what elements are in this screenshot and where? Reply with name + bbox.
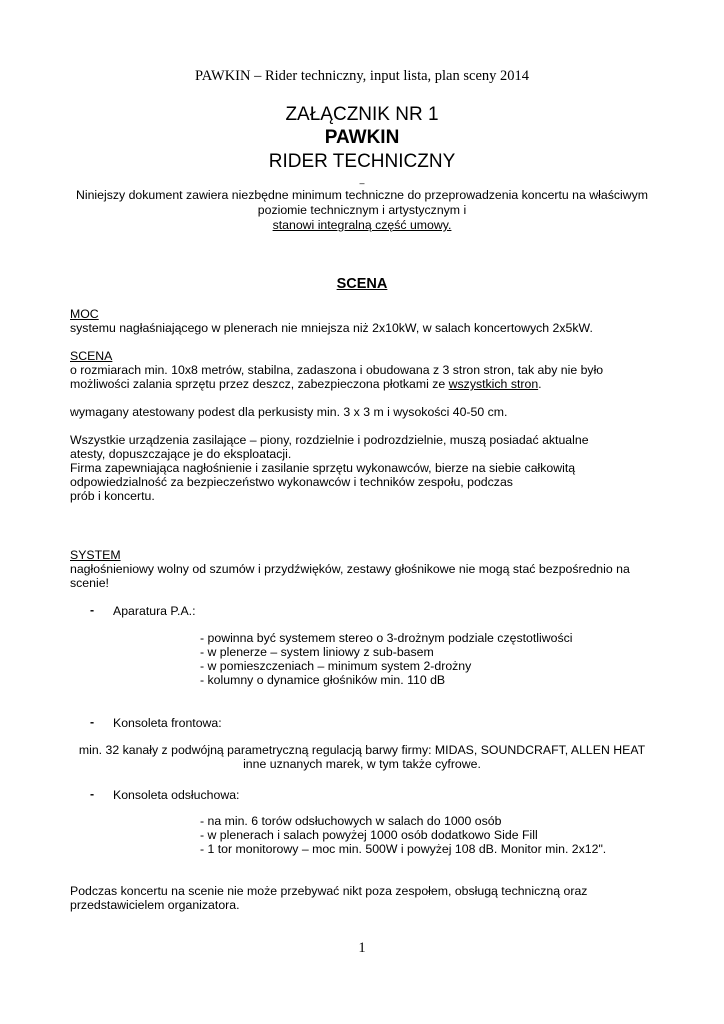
intro-line-3: stanowi integralną część umowy. xyxy=(272,218,452,232)
podest-text: wymagany atestowany podest dla perkusisty min. 3 x 3 m i wysokości 40-50 cm. xyxy=(70,405,508,419)
scena-line-2-text: możliwości zalania sprzętu przez deszcz, zabezpieczona płotkami ze xyxy=(70,377,449,391)
moc-heading: MOC xyxy=(70,307,99,321)
moc-text: systemu nagłaśniającego w plenerach nie mniejsza niż 2x10kW, w salach koncertowych 2x5kW. xyxy=(70,321,593,335)
running-header: PAWKIN – Rider techniczny, input lista, plan sceny 2014 xyxy=(194,68,530,84)
page-number: 1 xyxy=(358,940,366,956)
power-line-3: Firma zapewniająca nagłośnienie i zasilanie sprzętu wykonawców, bierze na siebie całkowitą xyxy=(70,461,576,475)
intro-line-1: Niniejszy dokument zawiera niezbędne minimum techniczne do przeprowadzenia koncertu na właściwym xyxy=(75,188,649,202)
monitor-label: Konsoleta odsłuchowa: xyxy=(113,788,240,802)
list-item: - w plenerach i salach powyżej 1000 osób dodatkowo Side Fill xyxy=(200,828,538,842)
intro-line-2: poziomie technicznym i artystycznym i xyxy=(257,203,467,217)
power-line-1: Wszystkie urządzenia zasilające – piony, rozdzielnie i podrozdzielnie, muszą posiadać aktualne xyxy=(70,433,589,447)
system-line-1: nagłośnieniowy wolny od szumów i przydźwięków, zestawy głośnikowe nie mogą stać bezpośrednio na xyxy=(70,562,630,576)
section-title-scena: SCENA xyxy=(336,276,388,292)
scena-heading: SCENA xyxy=(70,349,113,363)
foh-label: Konsoleta frontowa: xyxy=(113,716,222,730)
monitor-list xyxy=(200,814,606,856)
list-item: - powinna być systemem stereo o 3-drożnym podziale częstotliwości xyxy=(200,631,573,645)
list-item: - w plenerze – system liniowy z sub-basem xyxy=(200,645,434,659)
list-item: - 1 tor monitorowy – moc min. 500W i powyżej 108 dB. Monitor min. 2x12". xyxy=(200,842,607,856)
list-item: - w pomieszczeniach – minimum system 2-drożny xyxy=(200,659,472,673)
pa-label: Aparatura P.A.: xyxy=(113,604,196,618)
power-line-4: odpowiedzialność za bezpieczeństwo wykonawców i techników zespołu, podczas xyxy=(70,475,513,489)
pa-list xyxy=(200,631,572,687)
pa-bullet: - xyxy=(90,603,95,617)
system-heading: SYSTEM xyxy=(70,548,121,562)
power-line-5: prób i koncertu. xyxy=(70,489,155,503)
list-item: - na min. 6 torów odsłuchowych w salach do 1000 osób xyxy=(200,814,502,828)
power-line-2: atesty, dopuszczające je do eksploatacji. xyxy=(70,447,292,461)
scena-line-1: o rozmiarach min. 10x8 metrów, stabilna, zadaszona i obudowana z 3 stron stron, tak aby nie było xyxy=(70,363,604,377)
title-rider: RIDER TECHNICZNY xyxy=(268,151,456,172)
title-band-name: PAWKIN xyxy=(324,127,400,148)
foh-bullet: - xyxy=(90,715,95,729)
scena-line-2-end: . xyxy=(538,377,542,391)
closing-line-2: przedstawicielem organizatora. xyxy=(70,898,240,912)
list-item: - kolumny o dynamice głośników min. 110 dB xyxy=(200,673,446,687)
monitor-bullet: - xyxy=(90,787,95,801)
foh-line-1: min. 32 kanały z podwójną parametryczną regulacją barwy firmy: MIDAS, SOUNDCRAFT, ALLEN HEAT xyxy=(78,743,646,757)
system-line-2: scenie! xyxy=(70,576,109,590)
scena-line-2-underlined: wszystkich stron xyxy=(448,377,539,391)
closing-line-1: Podczas koncertu na scenie nie może przebywać nikt poza zespołem, obsługą techniczną oraz xyxy=(70,884,588,898)
title-annex: ZAŁĄCZNIK NR 1 xyxy=(285,104,439,125)
foh-line-2: inne uznanych marek, w tym także cyfrowe. xyxy=(243,757,481,771)
scena-line-2 xyxy=(70,377,542,391)
title-dash: – xyxy=(359,178,365,188)
